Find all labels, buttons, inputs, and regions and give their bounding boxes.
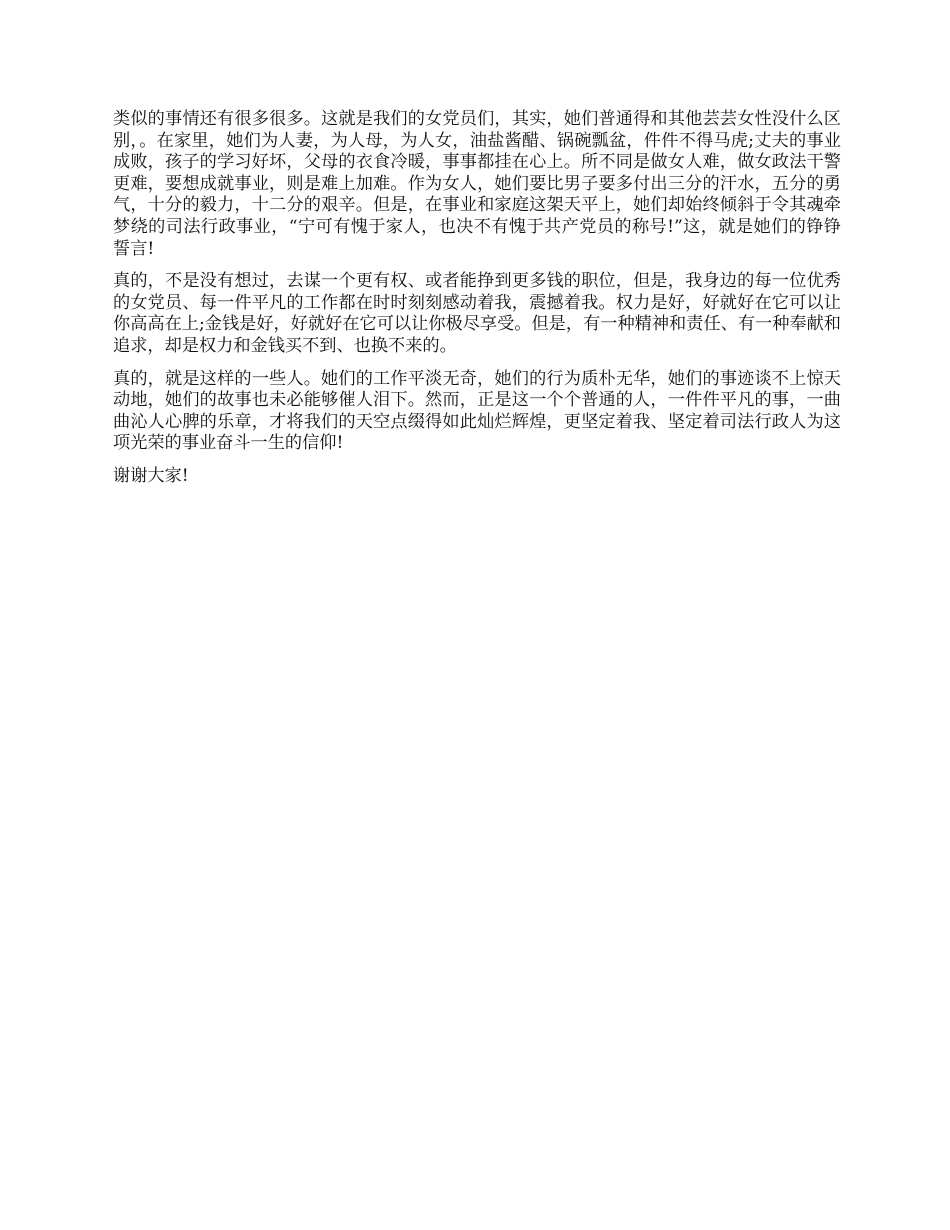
paragraph-2: 真的，不是没有想过，去谋一个更有权、或者能挣到更多钱的职位，但是，我身边的每一位优秀的女党员、每一件平凡的工作都在时时刻刻感动着我，震撼着我。权力是好，好就好在它可以让你高高在上;金钱是好，好就好在它可以让你极尽享受。但是，有一种精神和责任、有一种奉献和追求，却是权力和金钱买不到、也换不来的。 — [113, 271, 841, 356]
paragraph-1: 类似的事情还有很多很多。这就是我们的女党员们，其实，她们普通得和其他芸芸女性没什么区别，。在家里，她们为人妻，为人母，为人女，油盐酱醋、锅碗瓢盆，件件不得马虎;丈夫的事业成败，孩子的学习好坏，父母的衣食冷暖，事事都挂在心上。所不同是做女人难，做女政法干警更难，要想成就事业，则是难上加难。作为女人，她们要比男子要多付出三分的汗水，五分的勇气，十分的毅力，十二分的艰辛。但是，在事业和家庭这架天平上，她们却始终倾斜于令其魂牵梦绕的司法行政事业，“宁可有愧于家人，也决不有愧于共产党员的称号!”这，就是她们的铮铮誓言! — [113, 109, 841, 259]
closing-line: 谢谢大家! — [113, 465, 189, 486]
paragraph-3: 真的，就是这样的一些人。她们的工作平淡无奇，她们的行为质朴无华，她们的事迹谈不上惊天动地，她们的故事也未必能够催人泪下。然而，正是这一个个普通的人，一件件平凡的事，一曲曲沁人心脾的乐章，才将我们的天空点缀得如此灿烂辉煌，更坚定着我、坚定着司法行政人为这项光荣的事业奋斗一生的信仰! — [113, 368, 841, 454]
document-body — [113, 109, 841, 499]
